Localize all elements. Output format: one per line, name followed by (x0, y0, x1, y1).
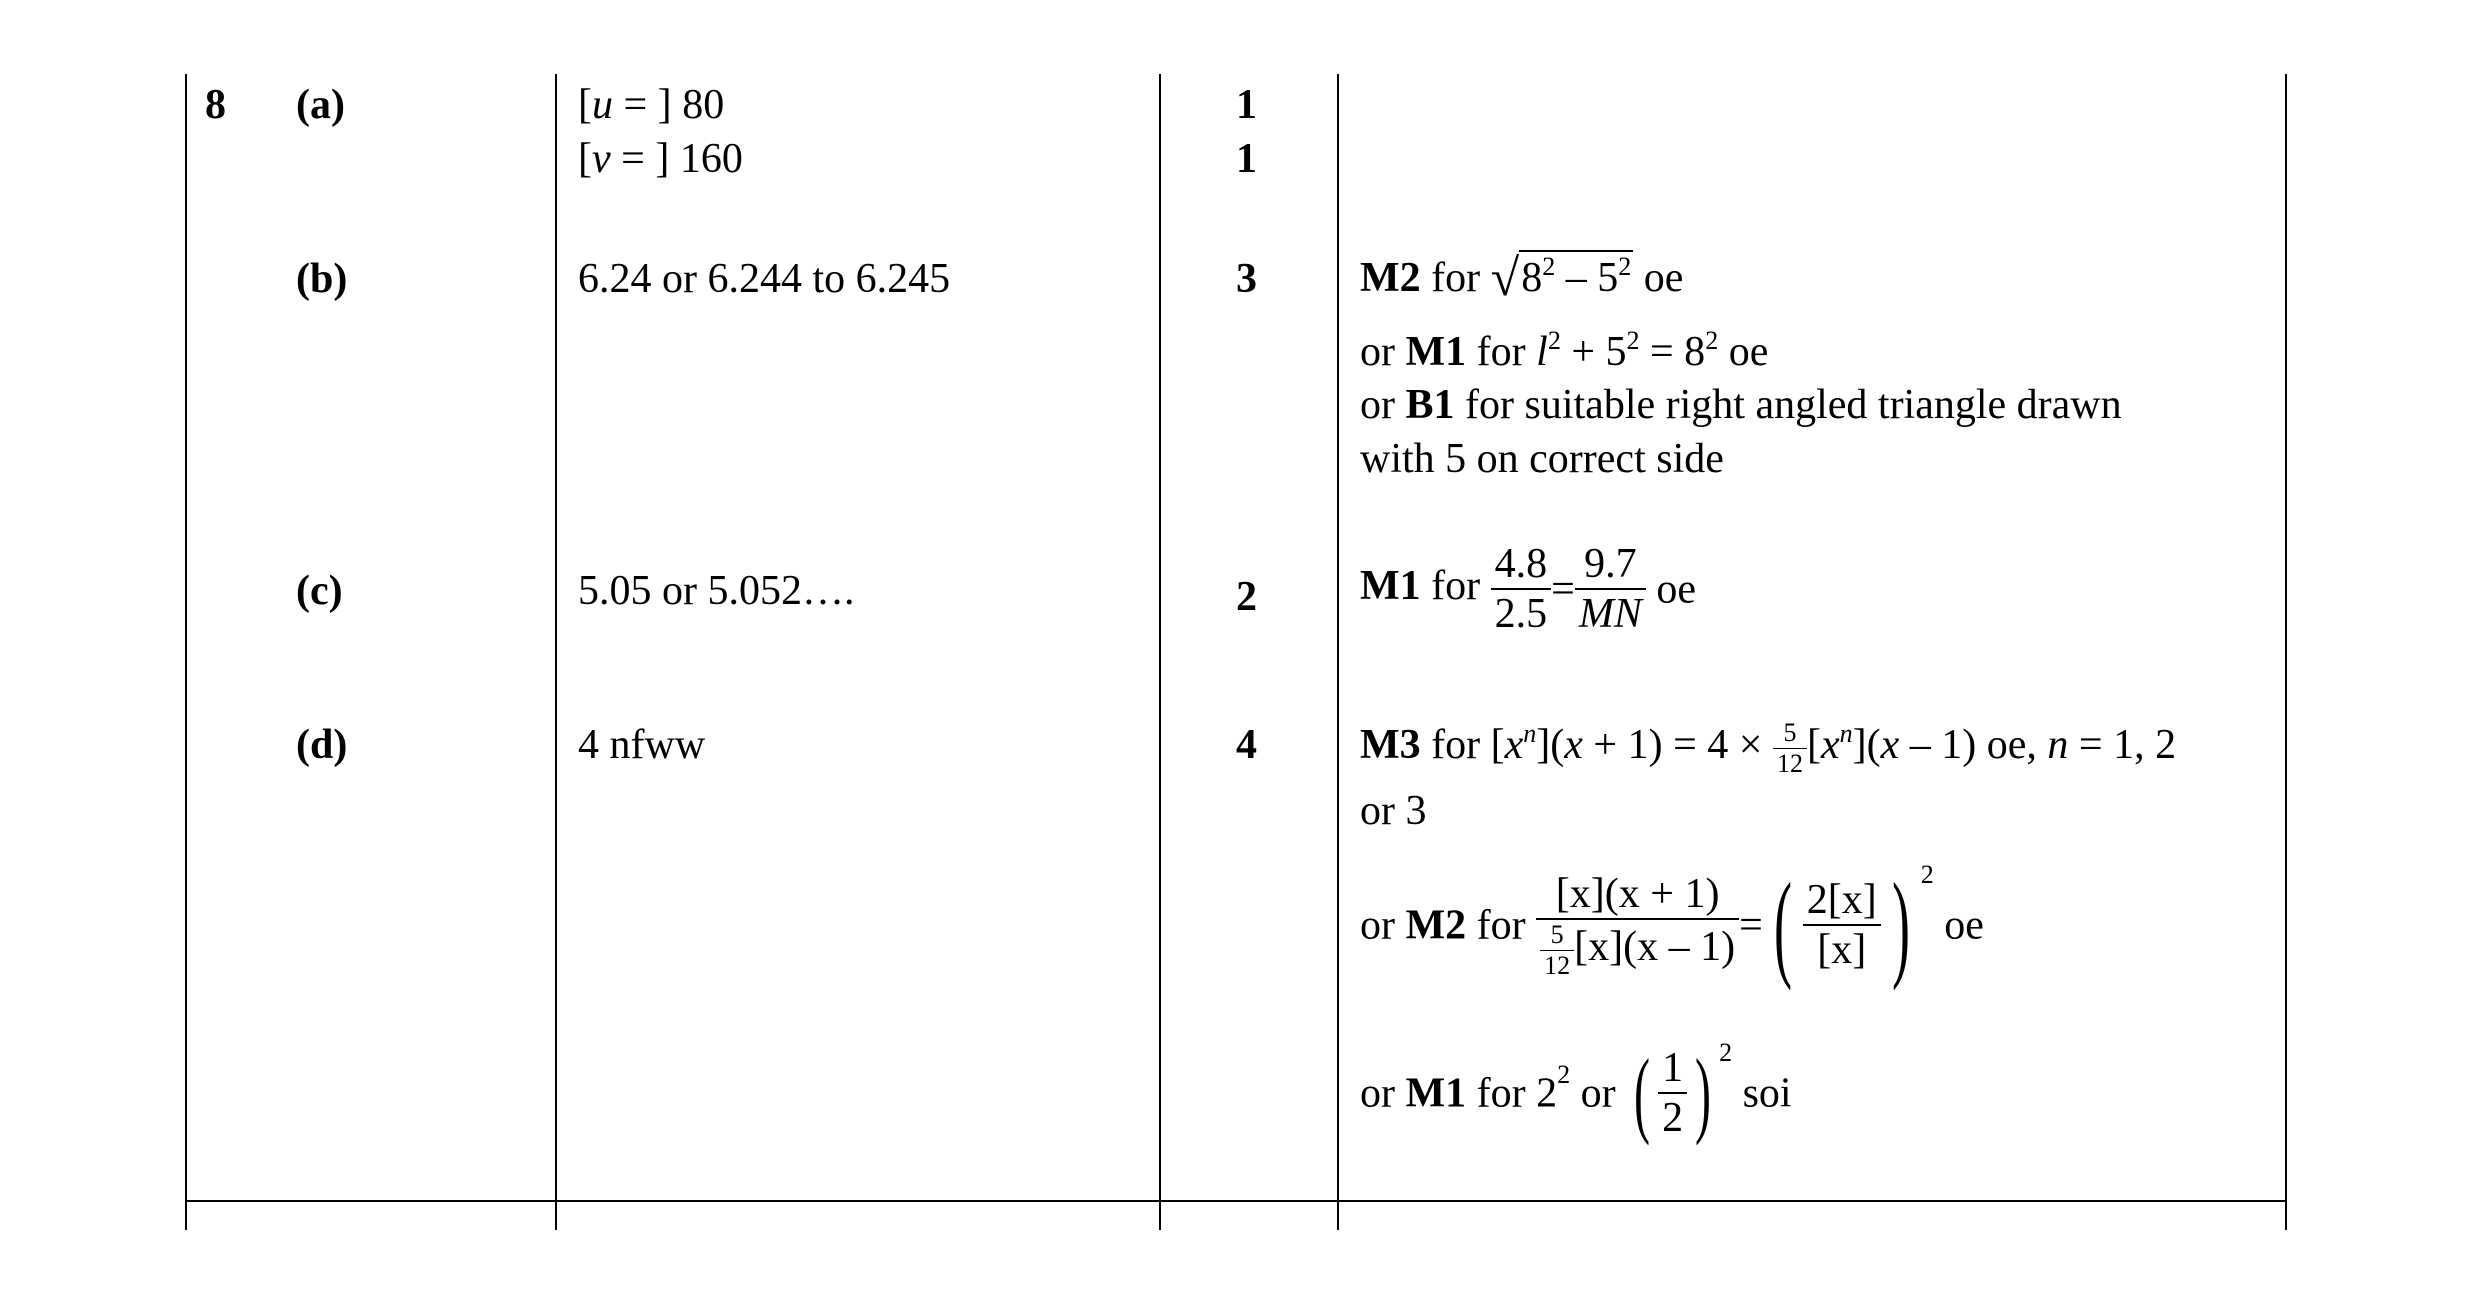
left-paren-icon-2: ( (1634, 1039, 1651, 1147)
guidance-d-code-m3: M3 (1360, 722, 1421, 769)
question-number: 8 (205, 82, 226, 128)
m1-half-num: 1 (1658, 1044, 1687, 1094)
mark-a-1: 1 (1236, 82, 1257, 128)
m3-x3: x (1820, 722, 1840, 769)
m3-x4: x (1880, 722, 1900, 769)
equals-eight: = 8 (1639, 329, 1706, 375)
m1-half-exponent: 2 (1719, 1038, 1733, 1067)
guidance-b-or2: or (1360, 382, 1406, 428)
guidance-d-m1 (1360, 1038, 1792, 1147)
m2-small-fraction (1540, 920, 1574, 981)
radicand-exp1: 2 (1542, 252, 1556, 281)
mark-b: 3 (1236, 256, 1257, 302)
m3-text-h: = 1, 2 (2068, 722, 2177, 769)
var-u: u (592, 82, 613, 128)
m1-or2: or (1570, 1070, 1627, 1117)
m3-x2: x (1564, 722, 1583, 769)
guidance-b-line2 (1360, 328, 1768, 373)
guidance-b-code-b1: B1 (1405, 382, 1455, 428)
m3-x1: x (1504, 722, 1524, 769)
left-paren-icon: ( (1773, 858, 1792, 992)
m2-left-fraction (1536, 870, 1739, 981)
var-l: l (1536, 329, 1548, 375)
table-border-left (185, 74, 187, 1230)
mark-c: 2 (1236, 574, 1257, 620)
m1-for-two: for 2 (1466, 1070, 1558, 1117)
m2-den-rest: [x](x – 1) (1574, 924, 1736, 971)
table-divider-answer-mark (1159, 74, 1161, 1230)
m3-text-f: ]( (1852, 722, 1881, 769)
right-paren-icon: ) (1891, 858, 1910, 992)
guidance-d-m2 (1360, 858, 1984, 992)
part-label-a: (a) (296, 82, 345, 128)
frac2-denominator: MN (1578, 591, 1642, 638)
m1-half-fraction (1658, 1044, 1687, 1143)
plus-five: + 5 (1560, 329, 1627, 375)
m3-sf-num: 5 (1773, 718, 1807, 749)
part-label-b: (b) (296, 256, 348, 302)
m2-for: for (1466, 902, 1537, 949)
m2-equals: = (1739, 902, 1763, 949)
answer-a-value1: 80 (682, 82, 725, 128)
answer-a-value2: 160 (679, 136, 743, 182)
m3-text-e: [ (1806, 722, 1821, 769)
guidance-b-text2: for (1466, 329, 1537, 375)
mark-d: 4 (1236, 722, 1257, 768)
frac1-numerator: 4.8 (1491, 540, 1552, 590)
m2-sf-num: 5 (1540, 920, 1574, 951)
guidance-b-text1: for (1420, 255, 1491, 301)
m2-exponent: 2 (1920, 860, 1934, 889)
frac1-denominator: 2.5 (1494, 591, 1548, 638)
m2-sf-den: 12 (1544, 951, 1571, 980)
mark-a-2: 1 (1236, 136, 1257, 182)
answer-c: 5.05 or 5.052…. (578, 568, 855, 614)
m3-text-a: for [ (1420, 722, 1505, 769)
fraction-5-over-12 (1773, 718, 1807, 779)
guidance-c-code-m1: M1 (1360, 562, 1421, 609)
radicand-exp2: 2 (1618, 252, 1632, 281)
right-paren-icon-2: ) (1695, 1039, 1712, 1147)
fraction-9-7-over-mn (1575, 540, 1646, 639)
guidance-d-code-m2: M2 (1405, 902, 1467, 949)
radicand-base2: 5 (1597, 255, 1619, 301)
part-label-d: (d) (296, 722, 348, 768)
answer-a-line2: [v = ] 160 (578, 136, 743, 182)
fraction-4-8-over-2-5 (1491, 540, 1552, 639)
var-v: v (592, 136, 611, 182)
guidance-b-oe2: oe (1718, 329, 1769, 375)
m3-text-g: – 1) oe, (1899, 722, 2048, 769)
guidance-d-m3-line2: or 3 (1360, 788, 1427, 834)
guidance-b-line3 (1360, 384, 2122, 426)
table-divider-mark-guidance (1337, 74, 1339, 1230)
exp-five: 2 (1626, 326, 1640, 355)
m3-text-b: ]( (1536, 722, 1565, 769)
exp-l: 2 (1547, 326, 1561, 355)
guidance-b-line4: with 5 on correct side (1360, 436, 1724, 482)
guidance-c (1360, 540, 1696, 639)
m2-right-fraction (1803, 876, 1881, 975)
table-border-right (2285, 74, 2287, 1230)
table-divider-part-answer (555, 74, 557, 1230)
sqrt-icon: √ (1490, 250, 1520, 307)
guidance-b-or1: or (1360, 329, 1406, 375)
table-bottom-rule (185, 1200, 2287, 1202)
guidance-b-code-m1: M1 (1405, 329, 1467, 375)
equals-sign: = (1551, 566, 1575, 613)
answer-a-line1: [u = ] 80 (578, 82, 725, 128)
guidance-b-code-m2: M2 (1360, 255, 1421, 301)
m2-right-numerator: 2[x] (1803, 876, 1881, 926)
guidance-b-oe1: oe (1633, 255, 1684, 301)
m3-text-d: + 1) = 4 × (1582, 722, 1773, 769)
m2-left-denominator (1536, 920, 1739, 981)
answer-d: 4 nfww (578, 722, 706, 768)
m3-sf-den: 12 (1776, 748, 1803, 778)
m3-n3: n (2047, 722, 2069, 769)
m2-or: or (1360, 902, 1406, 949)
guidance-c-oe: oe (1645, 566, 1696, 613)
answer-b: 6.24 or 6.244 to 6.245 (578, 256, 951, 302)
guidance-b-text3: for suitable right angled triangle drawn (1454, 382, 2122, 428)
m3-n2: n (1839, 719, 1853, 749)
m2-right-denominator: [x] (1817, 927, 1867, 974)
m2-left-numerator: [x](x + 1) (1536, 870, 1739, 920)
m1-or: or (1360, 1070, 1406, 1117)
exp-eight: 2 (1705, 326, 1719, 355)
guidance-d-m3-line1 (1360, 718, 2176, 779)
part-label-c: (c) (296, 568, 343, 614)
m1-half-den: 2 (1662, 1095, 1684, 1142)
guidance-b-line1 (1360, 250, 1683, 305)
frac2-numerator: 9.7 (1575, 540, 1646, 590)
m1-soi: soi (1732, 1070, 1792, 1117)
guidance-c-text: for (1420, 562, 1491, 609)
m3-n1: n (1523, 719, 1537, 749)
sqrt-radicand (1519, 250, 1633, 299)
guidance-d-code-m1: M1 (1405, 1070, 1467, 1117)
radicand-base1: 8 (1521, 255, 1543, 301)
m2-oe: oe (1933, 902, 1984, 949)
radicand-minus: – (1555, 255, 1598, 301)
m1-two-exponent: 2 (1557, 1060, 1571, 1089)
